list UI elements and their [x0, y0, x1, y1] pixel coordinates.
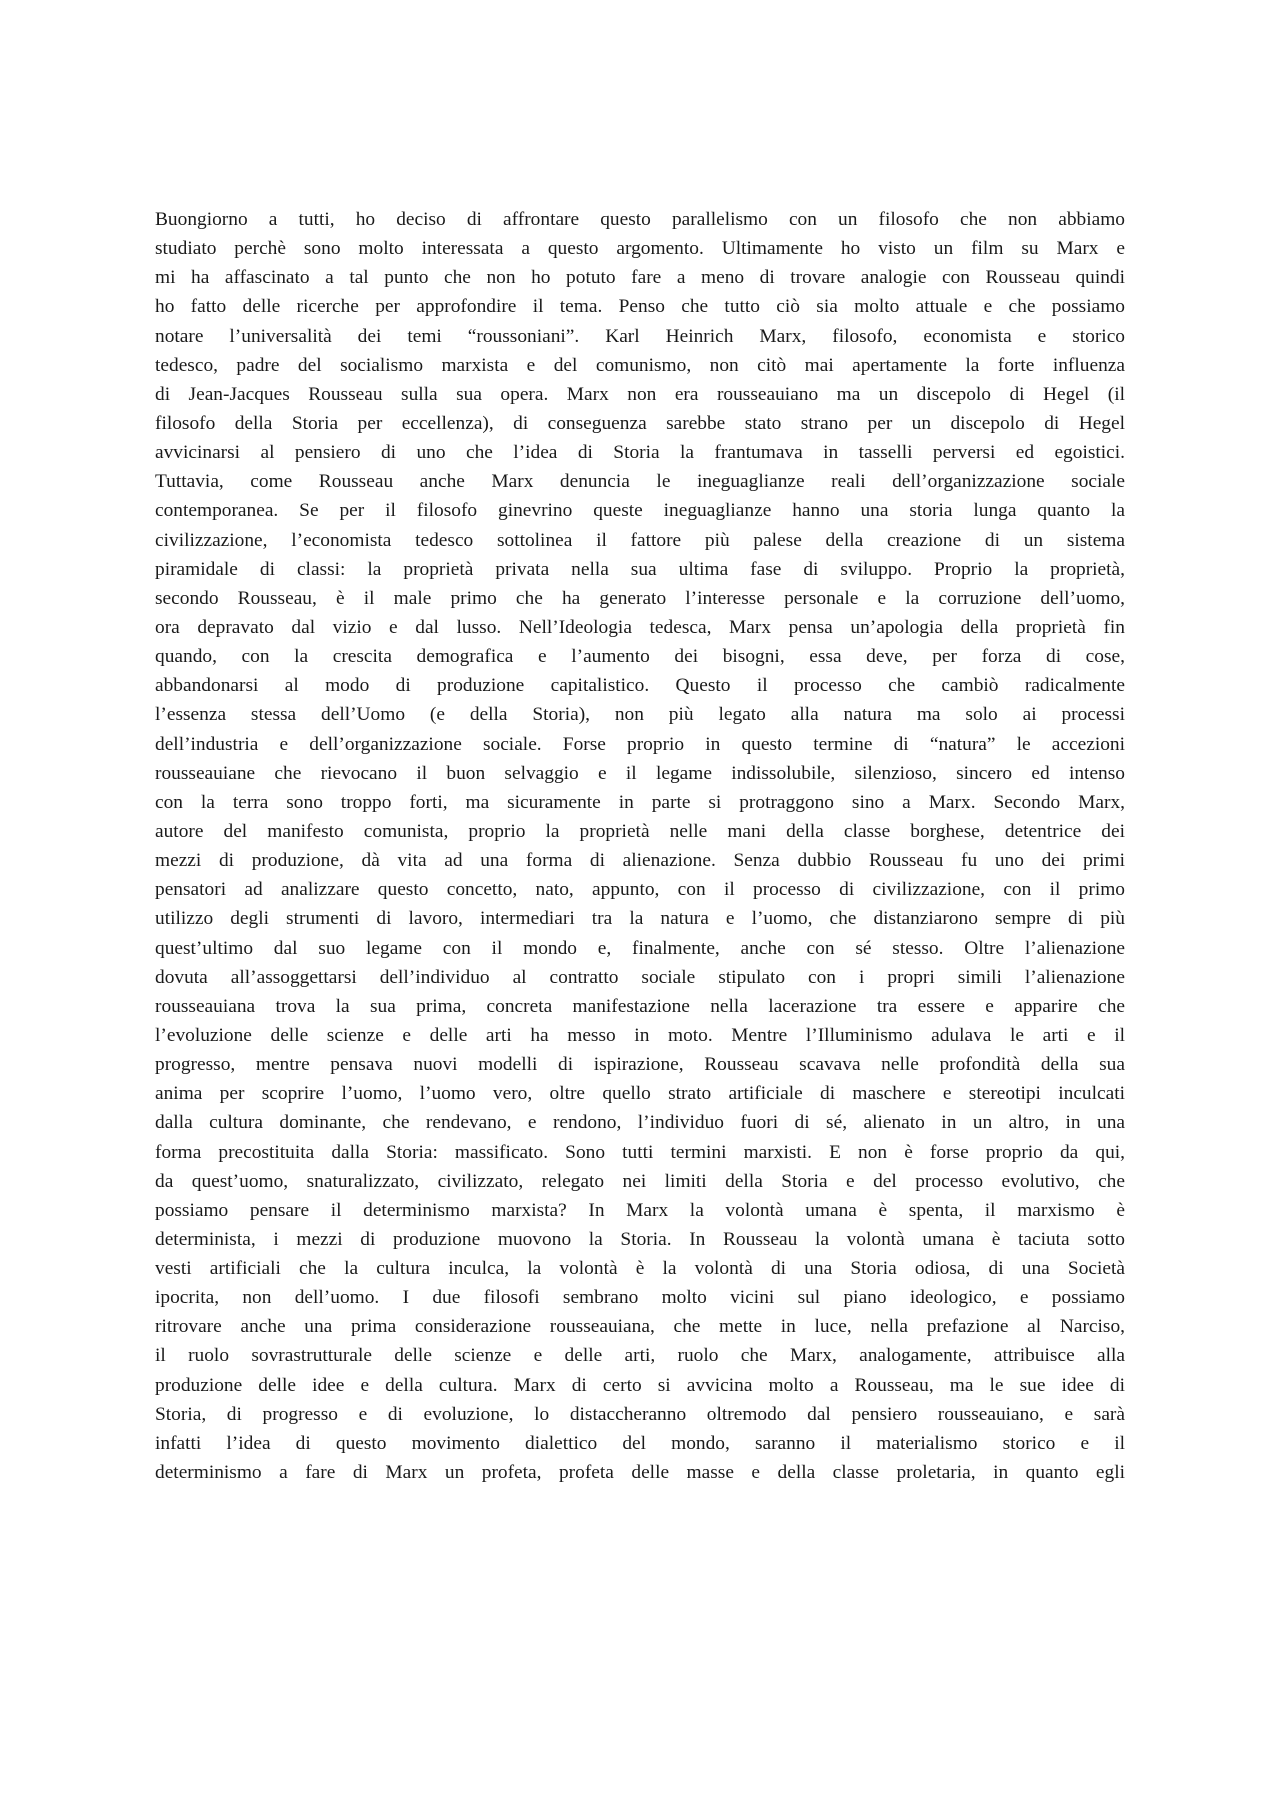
text-line: l’evoluzione delle scienze e delle arti ha messo in moto. Mentre l’Illuminismo adulava le arti e il [155, 1024, 1125, 1046]
text-line: pensatori ad analizzare questo concetto, nato, appunto, con il processo di civilizzazione, con il primo [155, 879, 1125, 901]
text-line: anima per scoprire l’uomo, l’uomo vero, oltre quello strato artificiale di maschere e stereotipi inculcati [155, 1083, 1125, 1105]
text-line: dalla cultura dominante, che rendevano, e rendono, l’individuo fuori di sé, alienato in un altro, in una [155, 1112, 1125, 1134]
text-line: mi ha affascinato a tal punto che non ho potuto fare a meno di trovare analogie con Rousseau quindi [155, 267, 1125, 289]
text-line: ritrovare anche una prima considerazione rousseauiana, che mette in luce, nella prefazione al Narciso, [155, 1316, 1125, 1338]
text-line: infatti l’idea di questo movimento dialettico del mondo, saranno il materialismo storico e il [155, 1432, 1125, 1454]
text-line: Storia, di progresso e di evoluzione, lo distaccheranno oltremodo dal pensiero rousseauiano, e sarà [155, 1403, 1125, 1425]
text-line: ho fatto delle ricerche per approfondire il tema. Penso che tutto ciò sia molto attuale e che possiamo [155, 296, 1125, 318]
body-text [155, 205, 1125, 1487]
text-line: avvicinarsi al pensiero di uno che l’idea di Storia la frantumava in tasselli perversi ed egoistici. [155, 442, 1125, 464]
text-line: quando, con la crescita demografica e l’aumento dei bisogni, essa deve, per forza di cose, [155, 646, 1125, 668]
text-line: dovuta all’assoggettarsi dell’individuo al contratto sociale stipulato con i propri simili l’alienazione [155, 966, 1125, 988]
text-line: utilizzo degli strumenti di lavoro, intermediari tra la natura e l’uomo, che distanziarono sempre di più [155, 908, 1125, 930]
text-line: Tuttavia, come Rousseau anche Marx denuncia le ineguaglianze reali dell’organizzazione sociale [155, 471, 1125, 493]
text-line: piramidale di classi: la proprietà privata nella sua ultima fase di sviluppo. Proprio la proprietà, [155, 558, 1125, 580]
text-line: produzione delle idee e della cultura. Marx di certo si avvicina molto a Rousseau, ma le sue idee di [155, 1374, 1125, 1396]
text-line: ora depravato dal vizio e dal lusso. Nell’Ideologia tedesca, Marx pensa un’apologia della proprietà fin [155, 616, 1125, 638]
text-line: determinismo a fare di Marx un profeta, profeta delle masse e della classe proletaria, in quanto egli [155, 1462, 1125, 1484]
text-line: mezzi di produzione, dà vita ad una forma di alienazione. Senza dubbio Rousseau fu uno dei primi [155, 850, 1125, 872]
text-line: il ruolo sovrastrutturale delle scienze e delle arti, ruolo che Marx, analogamente, attribuisce alla [155, 1345, 1125, 1367]
text-line: studiato perchè sono molto interessata a questo argomento. Ultimamente ho visto un film su Marx e [155, 238, 1125, 260]
text-line: progresso, mentre pensava nuovi modelli di ispirazione, Rousseau scavava nelle profondità della sua [155, 1054, 1125, 1076]
text-line: da quest’uomo, snaturalizzato, civilizzato, relegato nei limiti della Storia e del processo evolutivo, che [155, 1170, 1125, 1192]
text-line: civilizzazione, l’economista tedesco sottolinea il fattore più palese della creazione di un sistema [155, 529, 1125, 551]
text-line: ipocrita, non dell’uomo. I due filosofi sembrano molto vicini sul piano ideologico, e possiamo [155, 1287, 1125, 1309]
text-line: quest’ultimo dal suo legame con il mondo e, finalmente, anche con sé stesso. Oltre l’alienazione [155, 937, 1125, 959]
text-line: l’essenza stessa dell’Uomo (e della Storia), non più legato alla natura ma solo ai processi [155, 704, 1125, 726]
text-line: determinista, i mezzi di produzione muovono la Storia. In Rousseau la volontà umana è taciuta sotto [155, 1228, 1125, 1250]
text-line: rousseauiane che rievocano il buon selvaggio e il legame indissolubile, silenzioso, sincero ed intenso [155, 762, 1125, 784]
text-line: Buongiorno a tutti, ho deciso di affrontare questo parallelismo con un filosofo che non abbiamo [155, 209, 1125, 230]
text-line: forma precostituita dalla Storia: massificato. Sono tutti termini marxisti. E non è forse proprio da qui, [155, 1141, 1125, 1163]
text-line: vesti artificiali che la cultura inculca, la volontà è la volontà di una Storia odiosa, di una Società [155, 1258, 1125, 1280]
text-line: abbandonarsi al modo di produzione capitalistico. Questo il processo che cambiò radicalmente [155, 675, 1125, 697]
text-line: notare l’universalità dei temi “roussoniani”. Karl Heinrich Marx, filosofo, economista e storico [155, 325, 1125, 347]
text-line: contemporanea. Se per il filosofo ginevrino queste ineguaglianze hanno una storia lunga quanto la [155, 500, 1125, 522]
text-line: tedesco, padre del socialismo marxista e del comunismo, non citò mai apertamente la forte influenza [155, 354, 1125, 376]
text-line: con la terra sono troppo forti, ma sicuramente in parte si protraggono sino a Marx. Secondo Marx, [155, 791, 1125, 813]
text-line: autore del manifesto comunista, proprio la proprietà nelle mani della classe borghese, detentrice dei [155, 820, 1125, 842]
text-line: secondo Rousseau, è il male primo che ha generato l’interesse personale e la corruzione dell’uomo, [155, 587, 1125, 609]
text-line: rousseauiana trova la sua prima, concreta manifestazione nella lacerazione tra essere e apparire che [155, 995, 1125, 1017]
text-line: di Jean-Jacques Rousseau sulla sua opera. Marx non era rousseauiano ma un discepolo di Hegel (il [155, 383, 1125, 405]
text-line: possiamo pensare il determinismo marxista? In Marx la volontà umana è spenta, il marxismo è [155, 1199, 1125, 1221]
text-line: dell’industria e dell’organizzazione sociale. Forse proprio in questo termine di “natura” le accezioni [155, 733, 1125, 755]
text-line: filosofo della Storia per eccellenza), di conseguenza sarebbe stato strano per un discepolo di Hegel [155, 412, 1125, 434]
